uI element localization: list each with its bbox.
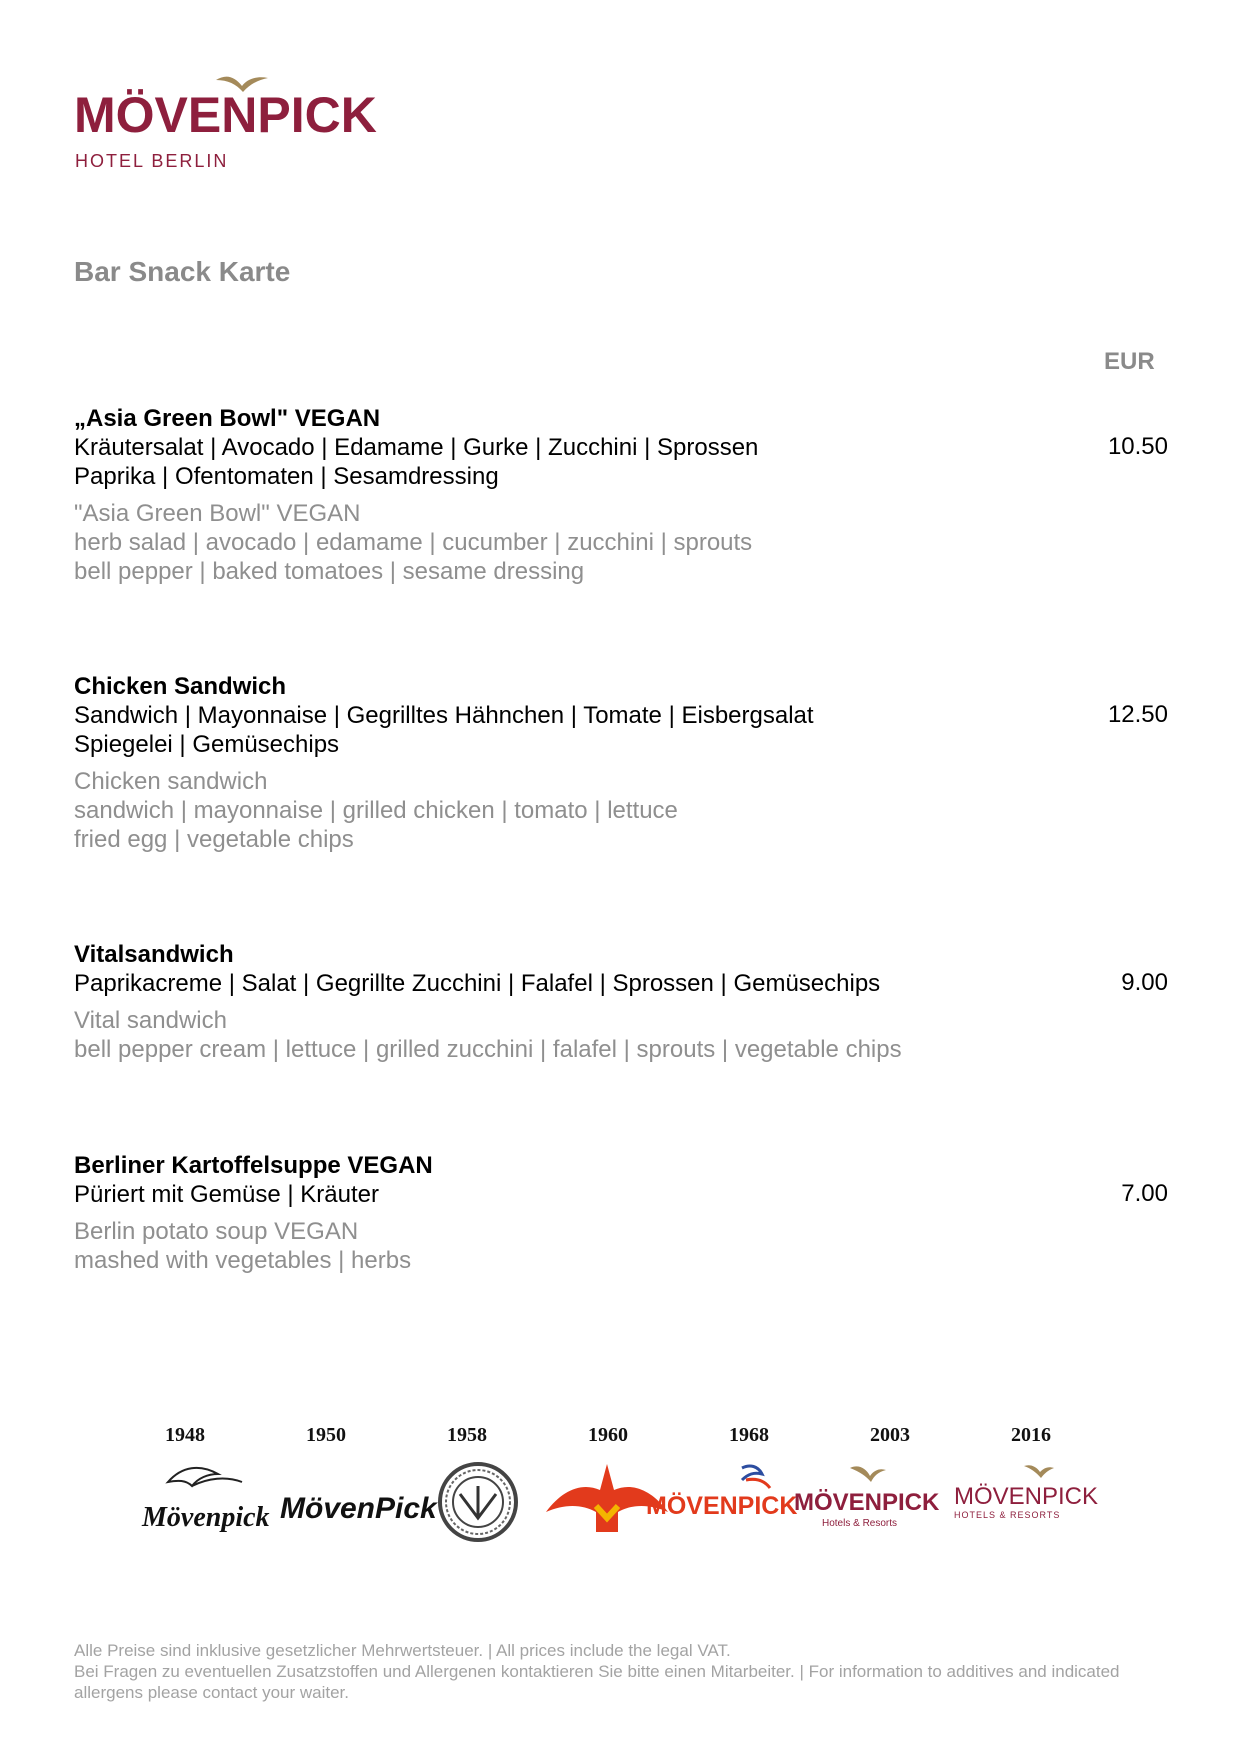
logo-2003-icon <box>790 1460 940 1540</box>
footer-note <box>74 1640 1184 1703</box>
history-year: 1960 <box>588 1424 628 1446</box>
item-name-en: Chicken sandwich <box>74 768 268 795</box>
brand-name: MÖVENPICK <box>74 87 377 143</box>
menu-item <box>74 1151 1174 1275</box>
item-name-en: Vital sandwich <box>74 1007 227 1034</box>
item-name-en: "Asia Green Bowl" VEGAN <box>74 500 361 527</box>
logo-2003-subtext: Hotels & Resorts <box>822 1518 898 1529</box>
footer-allergen-note: Bei Fragen zu eventuellen Zusatzstoffen und Allergenen kontaktieren Sie bitte einen Mitarbeiter. | For information to additives and indicated allergens please contact your waiter. <box>74 1662 1120 1702</box>
brand-subtitle: HOTEL BERLIN <box>75 151 229 171</box>
item-name: Chicken Sandwich <box>74 673 287 700</box>
item-name-en: Berlin potato soup VEGAN <box>74 1218 359 1245</box>
item-price: 9.00 <box>1121 969 1168 996</box>
item-price: 12.50 <box>1107 701 1168 728</box>
item-description-de: Sandwich | Mayonnaise | Gegrilltes Hähnchen | Tomate | Eisbergsalat <box>74 702 814 729</box>
logo-1958-seal-icon <box>436 1460 520 1544</box>
item-description-de: Spiegelei | Gemüsechips <box>74 731 340 758</box>
item-description-en: sandwich | mayonnaise | grilled chicken | tomato | lettuce <box>74 797 678 824</box>
menu-item <box>74 940 1174 1064</box>
logo-1950-icon <box>280 1460 437 1550</box>
item-price: 10.50 <box>1107 433 1168 460</box>
logo-2016-subtext: HOTELS & RESORTS <box>954 1510 1061 1520</box>
item-name: Berliner Kartoffelsuppe VEGAN <box>74 1152 433 1179</box>
item-name: „Asia Green Bowl" VEGAN <box>74 405 381 432</box>
item-description-en: mashed with vegetables | herbs <box>74 1247 412 1274</box>
item-description-en: herb salad | avocado | edamame | cucumber | zucchini | sprouts <box>74 529 753 556</box>
item-description-en: bell pepper | baked tomatoes | sesame dressing <box>74 558 585 585</box>
item-name: Vitalsandwich <box>74 941 234 968</box>
menu-item <box>74 404 1174 586</box>
logo-1968-icon <box>642 1460 798 1540</box>
history-year: 2016 <box>1011 1424 1051 1446</box>
logo-2016-text: MÖVENPICK <box>954 1483 1099 1510</box>
logo-2003-text: MÖVENPICK <box>794 1489 940 1516</box>
logo-1968-text: MÖVENPICK <box>646 1492 798 1520</box>
currency-label: EUR <box>1104 348 1155 375</box>
footer-vat-note: Alle Preise sind inklusive gesetzlicher Mehrwertsteuer. | All prices include the legal VAT. <box>74 1641 731 1660</box>
history-year: 2003 <box>870 1424 910 1446</box>
history-year: 1968 <box>729 1424 769 1446</box>
history-year: 1958 <box>447 1424 487 1446</box>
history-year: 1948 <box>165 1424 205 1446</box>
menu-item <box>74 672 1174 854</box>
item-description-en: fried egg | vegetable chips <box>74 826 354 853</box>
item-description-de: Paprika | Ofentomaten | Sesamdressing <box>74 463 499 490</box>
logo-1948-text: Mövenpick <box>142 1502 270 1533</box>
item-description-de: Paprikacreme | Salat | Gegrillte Zucchini | Falafel | Sprossen | Gemüsechips <box>74 970 881 997</box>
item-description-de: Püriert mit Gemüse | Kräuter <box>74 1181 379 1208</box>
menu-title: Bar Snack Karte <box>74 256 291 287</box>
logo-1950-text: MövenPick <box>280 1492 437 1525</box>
history-year: 1950 <box>306 1424 346 1446</box>
logo-history <box>130 1424 1110 1574</box>
item-price: 7.00 <box>1121 1180 1168 1207</box>
logo-2016-icon <box>950 1460 1100 1540</box>
item-description-en: bell pepper cream | lettuce | grilled zucchini | falafel | sprouts | vegetable chips <box>74 1036 902 1063</box>
logo-1948-icon <box>138 1460 270 1550</box>
item-description-de: Kräutersalat | Avocado | Edamame | Gurke | Zucchini | Sprossen <box>74 434 759 461</box>
